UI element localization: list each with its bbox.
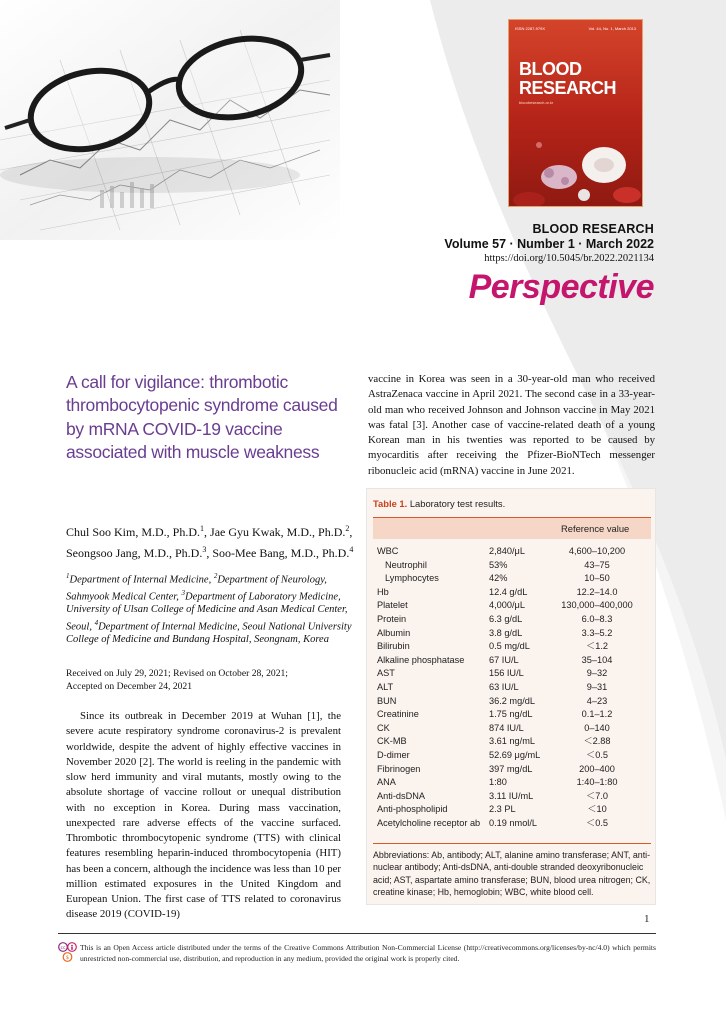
test-name: Creatinine xyxy=(377,709,419,720)
cover-website: bloodresearch.or.kr xyxy=(519,100,554,105)
reference-value-header: Reference value xyxy=(561,523,630,534)
test-value: 52.69 μg/mL xyxy=(489,749,541,760)
table-row xyxy=(373,586,651,600)
test-value: 3.11 IU/mL xyxy=(489,790,534,801)
reference-value: 35–104 xyxy=(581,654,613,665)
svg-text:$: $ xyxy=(65,955,70,961)
author-separator: , xyxy=(204,525,211,539)
body-text-left xyxy=(66,709,341,923)
svg-text:cc: cc xyxy=(60,946,66,951)
cover-volume: Vol. 44, No. 1, March 2013 xyxy=(588,26,636,31)
reference-value: 10–50 xyxy=(584,573,610,584)
footer-rule xyxy=(58,933,656,934)
table-body xyxy=(373,545,651,830)
test-value: 0.5 mg/dL xyxy=(489,641,530,652)
reference-value: 0–140 xyxy=(584,722,610,733)
reference-value: 200–400 xyxy=(579,763,615,774)
table-header xyxy=(373,517,651,539)
test-name: CK-MB xyxy=(377,736,407,747)
table-row xyxy=(373,790,651,804)
author-name: Jae Gyu Kwak, M.D., Ph.D. xyxy=(210,525,346,539)
table-row xyxy=(373,735,651,749)
test-value: 67 IU/L xyxy=(489,654,519,665)
reference-value: 9–32 xyxy=(586,668,608,679)
issue-info: Volume 57 · Number 1 · March 2022 xyxy=(444,237,654,251)
table-row xyxy=(373,803,651,817)
test-name: Anti-dsDNA xyxy=(377,790,425,801)
reference-value: ＜7.0 xyxy=(586,790,608,801)
test-value: 4,000/μL xyxy=(489,600,525,611)
author-affiliation-marker: 1 xyxy=(200,524,205,533)
test-value: 12.4 g/dL xyxy=(489,586,528,597)
reference-value: 6.0–8.3 xyxy=(581,613,613,624)
table-bottom-rule xyxy=(373,843,651,844)
reference-value: 12.2–14.0 xyxy=(576,586,618,597)
body-paragraph: vaccine in Korea was seen in a 30-year-old man who received AstraZenaca vaccine in April 2021. The second case in a 33-year-old man who received Johnson and Johnson vaccine in May 2021 was fatal [3]. Another case of vaccine-related death of a young Korean man in his twenties was reported to be caused by myocarditis after receiving the Pfizer-BioNTech messenger ribonucleic acid (mRNA) vaccine in June 2021. xyxy=(368,373,655,477)
table-row xyxy=(373,681,651,695)
article-dates xyxy=(66,668,356,693)
author-list xyxy=(66,520,356,562)
test-value: 397 mg/dL xyxy=(489,763,533,774)
test-name: BUN xyxy=(377,695,397,706)
test-value: 2,840/μL xyxy=(489,546,525,556)
table-row xyxy=(373,708,651,722)
section-label: Perspective xyxy=(468,268,654,306)
test-value: 3.61 ng/mL xyxy=(489,736,535,747)
table-row xyxy=(373,667,651,681)
body-paragraph: Since its outbreak in December 2019 at Wuhan [1], the severe acute respiratory syndrome coronavirus-2 is prevalent worldwide, despite the advent of highly effective vaccines in November 2020 [2]. The world is reeling in the pandemic with slow herd immunity and viral mutants, mostly owing to the absolute shortage of vaccine rollout or unequal distribution with no exception in Korea. During mass vaccination, unexpected rare adverse effects of the vaccine surfaced. Thrombotic thrombocytopenic syndrome (TTS) with clinical features resembling heparin-induced thrombocytopenia (HIT) has been a concern, although the incidence was less than 10 per million estimated exposures in the United Kingdom and European Union. The first case of TTS related to coronavirus disease 2019 (COVID-19) xyxy=(66,710,341,921)
affiliations xyxy=(66,570,356,647)
table-row xyxy=(373,695,651,709)
reference-value: 3.3–5.2 xyxy=(581,627,613,638)
affiliation-text: Department of Laboratory Medicine, University of Ulsan College of Medicine and Asan Medical Center, Seoul, xyxy=(66,591,348,633)
author-affiliation-marker: 3 xyxy=(202,545,207,554)
table-row xyxy=(373,599,651,613)
test-name: ANA xyxy=(377,777,396,788)
author-separator: , xyxy=(349,525,353,539)
reference-value: ＜10 xyxy=(587,804,607,815)
page-number: 1 xyxy=(644,913,650,925)
test-value: 1:80 xyxy=(489,777,507,788)
table-abbreviations: Abbreviations: Ab, antibody; ALT, alanine amino transferase; ANT, anti-nuclear antibody; Anti-dsDNA, anti-double stranded deoxyribonucleic acid; AST, aspartate amino transferase; BUN, blood urea nitrogen; CK, creatine kinase; Hb, hemoglobin; WBC, white blood cell. xyxy=(373,850,651,897)
test-name: Albumin xyxy=(377,627,411,638)
table-label: Table 1. xyxy=(373,498,408,509)
article-title: A call for vigilance: thrombotic thrombocytopenic syndrome caused by mRNA COVID-19 vaccine associated with muscle weakness xyxy=(66,372,338,462)
table-row xyxy=(373,640,651,654)
test-name: Hb xyxy=(377,586,389,597)
table-row xyxy=(373,545,651,559)
author-name: Chul Soo Kim, M.D., Ph.D. xyxy=(66,525,201,539)
table-row xyxy=(373,627,651,641)
affiliation-text: Department of Neurology, Sahmyook Medical Center, xyxy=(66,574,327,603)
test-value: 36.2 mg/dL xyxy=(489,695,535,706)
cover-title: BLOOD RESEARCH xyxy=(519,59,617,98)
reference-value: 4,600–10,200 xyxy=(568,546,626,556)
test-name: Bilirubin xyxy=(377,641,410,652)
table-row xyxy=(373,722,651,736)
test-value: 1.75 ng/dL xyxy=(489,709,533,720)
test-value: 42% xyxy=(489,573,508,584)
table-row xyxy=(373,817,651,831)
test-name: Platelet xyxy=(377,600,408,611)
author-name: Soo-Mee Bang, M.D., Ph.D. xyxy=(212,546,350,560)
creative-commons-icon xyxy=(58,942,78,964)
received-date: Received on July 29, 2021; Revised on October 28, 2021; xyxy=(66,668,288,679)
affiliation-marker: 2 xyxy=(213,572,218,580)
table-row xyxy=(373,559,651,573)
journal-name: BLOOD RESEARCH xyxy=(532,222,654,236)
doi-link[interactable]: https://doi.org/10.5045/br.2022.2021134 xyxy=(484,253,654,264)
test-name: Fibrinogen xyxy=(377,763,421,774)
accepted-date: Accepted on December 24, 2021 xyxy=(66,680,193,692)
table-row xyxy=(373,613,651,627)
affiliation-text: Department of Internal Medicine, xyxy=(69,574,214,586)
test-value: 874 IU/L xyxy=(489,722,524,733)
test-name: D-dimer xyxy=(377,749,410,760)
test-value: 53% xyxy=(489,559,508,570)
reference-value: 9–31 xyxy=(586,681,608,692)
body-text-right xyxy=(368,372,655,479)
table-row xyxy=(373,749,651,763)
reference-value: 130,000–400,000 xyxy=(561,600,633,611)
test-name: Lymphocytes xyxy=(385,573,439,584)
reference-value: 43–75 xyxy=(584,559,610,570)
reference-value: 0.1–1.2 xyxy=(581,709,613,720)
affiliation-marker: 4 xyxy=(94,618,99,627)
lab-results-table xyxy=(366,488,656,905)
reference-value: 1:40–1:80 xyxy=(576,777,618,788)
test-name: Acetylcholine receptor ab xyxy=(377,817,481,828)
test-value: 6.3 g/dL xyxy=(489,613,523,624)
affiliation-marker: 3 xyxy=(181,588,185,597)
test-value: 3.8 g/dL xyxy=(489,627,523,638)
test-name: AST xyxy=(377,668,395,679)
table-row xyxy=(373,776,651,790)
author-name: Seongsoo Jang, M.D., Ph.D. xyxy=(66,546,203,560)
affiliation-text: Department of Internal Medicine, Seoul National University College of Medicine and Bundang Hospital, Seongnam, Korea xyxy=(66,621,352,646)
test-name: Neutrophil xyxy=(385,559,427,570)
test-name: Alkaline phosphatase xyxy=(377,654,465,665)
reference-value: ＜2.88 xyxy=(583,736,611,747)
author-affiliation-marker: 4 xyxy=(349,545,354,554)
reference-value: ＜1.2 xyxy=(586,641,608,652)
author-affiliation-marker: 2 xyxy=(345,524,350,533)
test-value: 156 IU/L xyxy=(489,668,524,679)
test-value: 2.3 PL xyxy=(489,804,516,815)
test-value: 0.19 nmol/L xyxy=(489,817,538,828)
reference-value: ＜0.5 xyxy=(586,817,608,828)
cover-issn: ISSN 2287-979X xyxy=(515,26,546,31)
test-name: ALT xyxy=(377,681,394,692)
test-value: 63 IU/L xyxy=(489,681,519,692)
test-name: Protein xyxy=(377,613,407,624)
author-separator: , xyxy=(206,546,213,560)
affiliation-marker: 1 xyxy=(66,572,70,580)
table-caption: Table 1. Laboratory test results. xyxy=(373,498,506,509)
test-name: CK xyxy=(377,722,390,733)
license-text: This is an Open Access article distributed under the terms of the Creative Commons Attribution Non-Commercial License (http://creativecommons.org/licenses/by-nc/4.0) which permits unrestricted non-commercial use, distribution, and reproduction in any medium, provided the original work is properly cited. xyxy=(80,943,656,964)
table-row xyxy=(373,654,651,668)
table-row xyxy=(373,572,651,586)
test-name: Anti-phospholipid xyxy=(377,804,448,815)
reference-value: 4–23 xyxy=(586,695,608,706)
test-name: WBC xyxy=(377,546,399,556)
table-row xyxy=(373,763,651,777)
reference-value: ＜0.5 xyxy=(586,749,608,760)
